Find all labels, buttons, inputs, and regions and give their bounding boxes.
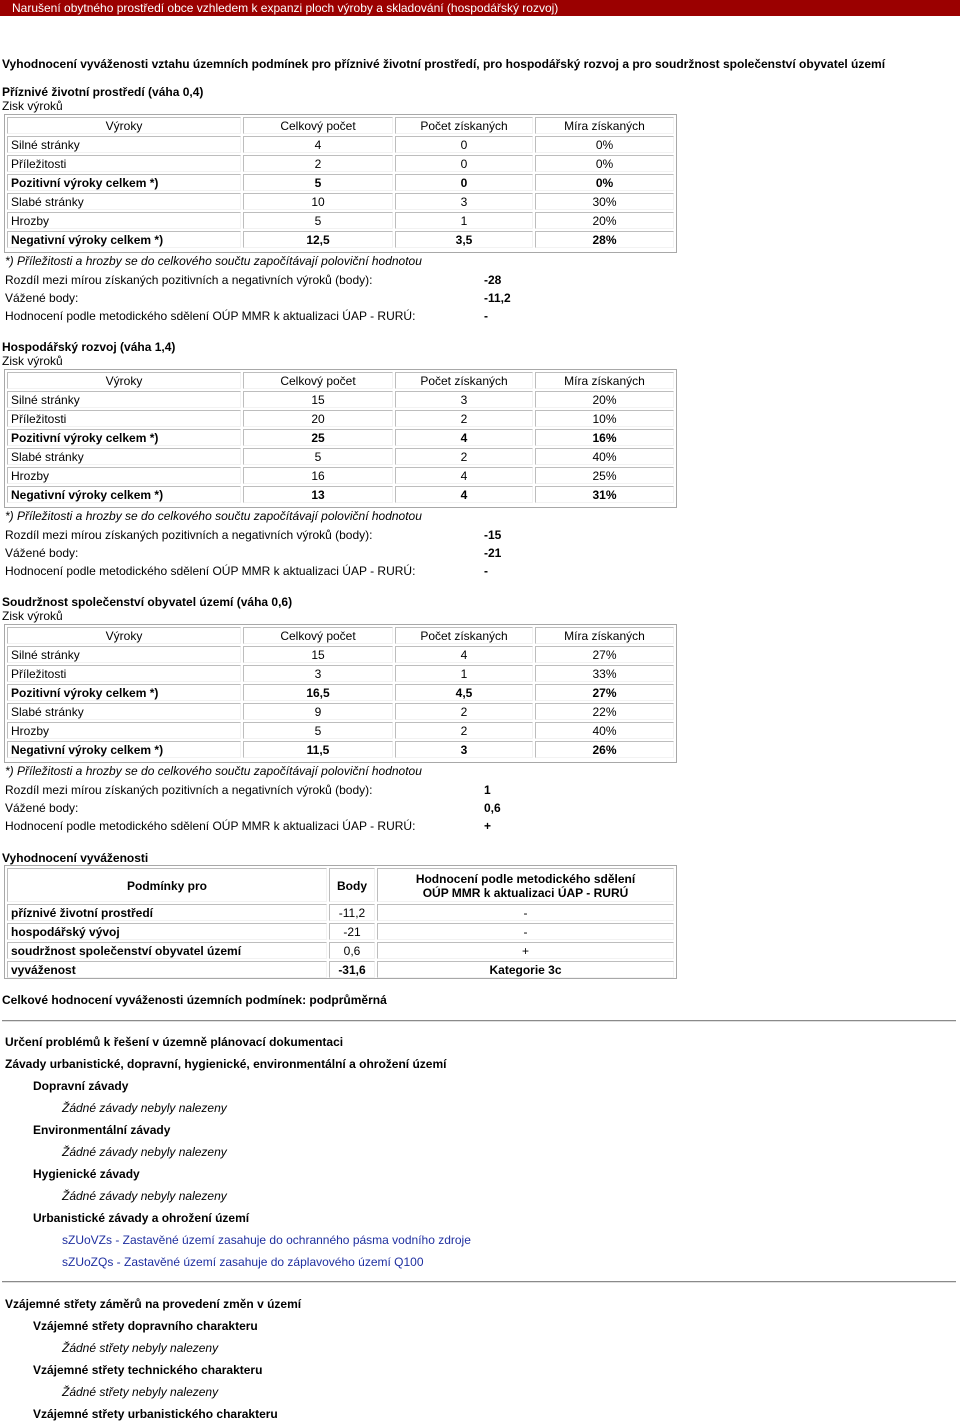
row-total: 9 [243, 703, 393, 720]
diff-value: -15 [484, 528, 502, 542]
balance-row [7, 904, 674, 921]
header-statements: Výroky [7, 372, 241, 389]
balance-row [7, 961, 674, 978]
row-label: Příležitosti [7, 410, 241, 427]
row-rate: 26% [535, 741, 674, 758]
table-row [7, 703, 674, 720]
row-rate: 33% [535, 665, 674, 682]
row-gained: 4 [395, 486, 533, 503]
row-total: 5 [243, 212, 393, 229]
header-row [7, 372, 674, 389]
row-total: 15 [243, 646, 393, 663]
table-row [7, 174, 674, 191]
row-rate: 16% [535, 429, 674, 446]
row-label: Příležitosti [7, 155, 241, 172]
row-gained: 4 [395, 429, 533, 446]
balance-condition: hospodářský vývoj [7, 923, 327, 940]
row-gained: 2 [395, 703, 533, 720]
table-row [7, 231, 674, 248]
header-rating [377, 868, 674, 902]
row-rate: 40% [535, 722, 674, 739]
row-rate: 0% [535, 174, 674, 191]
rating-label: Hodnocení podle metodického sdělení OÚP MMR k aktualizaci ÚAP - RURÚ: [5, 564, 416, 578]
header-rating-line2: OÚP MMR k aktualizaci ÚAP - RURÚ [422, 886, 629, 900]
row-rate: 0% [535, 155, 674, 172]
balance-points: -21 [329, 923, 375, 940]
row-gained: 4 [395, 646, 533, 663]
table-row [7, 391, 674, 408]
header-row [7, 117, 674, 134]
section-title-environment: Příznivé životní prostředí (váha 0,4) [2, 85, 204, 99]
table-row [7, 722, 674, 739]
row-rate: 40% [535, 448, 674, 465]
header-total: Celkový počet [243, 372, 393, 389]
row-label: Silné stránky [7, 391, 241, 408]
balance-row [7, 923, 674, 940]
header-rate: Míra získaných [535, 117, 674, 134]
header-row [7, 627, 674, 644]
row-total: 16,5 [243, 684, 393, 701]
conflict-item-technical: Žádné střety nebyly nalezeny [62, 1385, 219, 1399]
header-condition: Podmínky pro [7, 868, 327, 902]
weighted-label: Vážené body: [5, 546, 79, 560]
problems-subtitle: Závady urbanistické, dopravní, hygienické, environmentální a ohrožení území [5, 1057, 447, 1071]
row-rate: 25% [535, 467, 674, 484]
conflict-group-technical: Vzájemné střety technického charakteru [33, 1363, 263, 1377]
row-gained: 0 [395, 136, 533, 153]
row-total: 5 [243, 174, 393, 191]
footnote: *) Příležitosti a hrozby se do celkového součtu započítávají poloviční hodnotou [5, 254, 422, 268]
table-row [7, 429, 674, 446]
row-label: Slabé stránky [7, 193, 241, 210]
row-rate: 30% [535, 193, 674, 210]
header-total: Celkový počet [243, 117, 393, 134]
row-label: Slabé stránky [7, 448, 241, 465]
rating-value: - [484, 309, 488, 323]
balance-rating: Kategorie 3c [377, 961, 674, 978]
row-total: 20 [243, 410, 393, 427]
group-title-environmental: Environmentální závady [33, 1123, 171, 1137]
divider [2, 1281, 956, 1283]
table-row [7, 155, 674, 172]
row-total: 10 [243, 193, 393, 210]
row-total: 13 [243, 486, 393, 503]
table-row [7, 741, 674, 758]
overall-rating: Celkové hodnocení vyváženosti územních podmínek: podprůměrná [2, 993, 387, 1007]
header-title: Narušení obytného prostředí obce vzhledem k expanzi ploch výroby a skladování (hospodářský rozvoj) [12, 1, 559, 15]
row-label: Pozitivní výroky celkem *) [7, 174, 241, 191]
row-label: Hrozby [7, 467, 241, 484]
balance-table [4, 865, 677, 979]
rating-label: Hodnocení podle metodického sdělení OÚP MMR k aktualizaci ÚAP - RURÚ: [5, 819, 416, 833]
row-gained: 2 [395, 448, 533, 465]
header-gained: Počet získaných [395, 627, 533, 644]
row-label: Pozitivní výroky celkem *) [7, 429, 241, 446]
row-label: Slabé stránky [7, 703, 241, 720]
group-title-urban: Urbanistické závady a ohrožení území [33, 1211, 250, 1225]
table-row [7, 665, 674, 682]
balance-condition: příznivé životní prostředí [7, 904, 327, 921]
table-row [7, 646, 674, 663]
row-gained: 4,5 [395, 684, 533, 701]
footnote: *) Příležitosti a hrozby se do celkového součtu započítávají poloviční hodnotou [5, 764, 422, 778]
header-gained: Počet získaných [395, 372, 533, 389]
balance-rating: + [377, 942, 674, 959]
table-row [7, 212, 674, 229]
header-statements: Výroky [7, 627, 241, 644]
row-label: Pozitivní výroky celkem *) [7, 684, 241, 701]
results-table-environment [4, 114, 677, 253]
divider [2, 1020, 956, 1022]
table-row [7, 448, 674, 465]
row-gained: 3 [395, 391, 533, 408]
table-row [7, 486, 674, 503]
conflicts-title: Vzájemné střety záměrů na provedení změn v území [5, 1297, 302, 1311]
diff-label: Rozdíl mezi mírou získaných pozitivních a negativních výroků (body): [5, 273, 373, 287]
weighted-value: 0,6 [484, 801, 501, 815]
gain-label: Zisk výroků [2, 99, 63, 113]
rating-label: Hodnocení podle metodického sdělení OÚP MMR k aktualizaci ÚAP - RURÚ: [5, 309, 416, 323]
row-rate: 28% [535, 231, 674, 248]
balance-condition: soudržnost společenství obyvatel území [7, 942, 327, 959]
row-label: Silné stránky [7, 136, 241, 153]
row-total: 16 [243, 467, 393, 484]
row-rate: 22% [535, 703, 674, 720]
balance-points: -31,6 [329, 961, 375, 978]
row-label: Negativní výroky celkem *) [7, 231, 241, 248]
group-item-traffic: Žádné závady nebyly nalezeny [62, 1101, 227, 1115]
row-gained: 0 [395, 174, 533, 191]
section-title-cohesion: Soudržnost společenství obyvatel území (váha 0,6) [2, 595, 293, 609]
footnote: *) Příležitosti a hrozby se do celkového součtu započítávají poloviční hodnotou [5, 509, 422, 523]
weighted-label: Vážené body: [5, 801, 79, 815]
rating-value: - [484, 564, 488, 578]
row-gained: 4 [395, 467, 533, 484]
row-rate: 10% [535, 410, 674, 427]
header-statements: Výroky [7, 117, 241, 134]
header-points: Body [329, 868, 375, 902]
group-title-traffic: Dopravní závady [33, 1079, 129, 1093]
diff-label: Rozdíl mezi mírou získaných pozitivních a negativních výroků (body): [5, 528, 373, 542]
rating-value: + [484, 819, 492, 833]
balance-points: -11,2 [329, 904, 375, 921]
row-total: 12,5 [243, 231, 393, 248]
row-rate: 0% [535, 136, 674, 153]
weighted-label: Vážené body: [5, 291, 79, 305]
problems-title: Určení problémů k řešení v územně plánovací dokumentaci [5, 1035, 344, 1049]
row-label: Negativní výroky celkem *) [7, 741, 241, 758]
row-total: 25 [243, 429, 393, 446]
balance-condition: vyváženost [7, 961, 327, 978]
gain-label: Zisk výroků [2, 354, 63, 368]
row-total: 4 [243, 136, 393, 153]
row-label: Negativní výroky celkem *) [7, 486, 241, 503]
row-total: 5 [243, 722, 393, 739]
header-rate: Míra získaných [535, 627, 674, 644]
table-row [7, 684, 674, 701]
weighted-value: -21 [484, 546, 502, 560]
table-row [7, 410, 674, 427]
group-item-environmental: Žádné závady nebyly nalezeny [62, 1145, 227, 1159]
balance-title: Vyhodnocení vyváženosti [2, 851, 149, 865]
row-total: 15 [243, 391, 393, 408]
row-gained: 0 [395, 155, 533, 172]
row-gained: 1 [395, 212, 533, 229]
row-rate: 27% [535, 684, 674, 701]
balance-header-row [7, 868, 674, 902]
row-total: 2 [243, 155, 393, 172]
table-row [7, 136, 674, 153]
balance-rating: - [377, 904, 674, 921]
diff-label: Rozdíl mezi mírou získaných pozitivních a negativních výroků (body): [5, 783, 373, 797]
row-gained: 3,5 [395, 231, 533, 248]
header-gained: Počet získaných [395, 117, 533, 134]
row-gained: 2 [395, 410, 533, 427]
row-total: 3 [243, 665, 393, 682]
conflict-item-traffic: Žádné střety nebyly nalezeny [62, 1341, 219, 1355]
diff-value: 1 [484, 783, 491, 797]
table-row [7, 193, 674, 210]
main-title: Vyhodnocení vyváženosti vztahu územních podmínek pro příznivé životní prostředí, pro hospodářský rozvoj a pro soudržnost společenství obyvatel území [2, 57, 886, 71]
gain-label: Zisk výroků [2, 609, 63, 623]
conflict-group-urban: Vzájemné střety urbanistického charakteru [33, 1407, 278, 1421]
section-title-economy: Hospodářský rozvoj (váha 1,4) [2, 340, 176, 354]
problem-link-water-source[interactable]: sZUoVZs - Zastavěné území zasahuje do ochranného pásma vodního zdroje [62, 1233, 471, 1247]
header-bar [0, 0, 960, 16]
row-rate: 27% [535, 646, 674, 663]
row-total: 11,5 [243, 741, 393, 758]
diff-value: -28 [484, 273, 502, 287]
row-total: 5 [243, 448, 393, 465]
results-table-economy [4, 369, 677, 508]
row-rate: 20% [535, 391, 674, 408]
balance-rating: - [377, 923, 674, 940]
row-gained: 3 [395, 193, 533, 210]
conflict-group-traffic: Vzájemné střety dopravního charakteru [33, 1319, 258, 1333]
row-gained: 2 [395, 722, 533, 739]
group-item-hygienic: Žádné závady nebyly nalezeny [62, 1189, 227, 1203]
row-gained: 1 [395, 665, 533, 682]
row-rate: 20% [535, 212, 674, 229]
header-total: Celkový počet [243, 627, 393, 644]
group-title-hygienic: Hygienické závady [33, 1167, 140, 1181]
header-rating-line1: Hodnocení podle metodického sdělení [415, 872, 636, 886]
balance-points: 0,6 [329, 942, 375, 959]
results-table-cohesion [4, 624, 677, 763]
row-label: Hrozby [7, 212, 241, 229]
row-rate: 31% [535, 486, 674, 503]
header-rate: Míra získaných [535, 372, 674, 389]
weighted-value: -11,2 [484, 291, 511, 305]
table-row [7, 467, 674, 484]
row-gained: 3 [395, 741, 533, 758]
row-label: Hrozby [7, 722, 241, 739]
row-label: Příležitosti [7, 665, 241, 682]
problem-link-flood-zone[interactable]: sZUoZQs - Zastavěné území zasahuje do záplavového území Q100 [62, 1255, 424, 1269]
balance-row [7, 942, 674, 959]
row-label: Silné stránky [7, 646, 241, 663]
